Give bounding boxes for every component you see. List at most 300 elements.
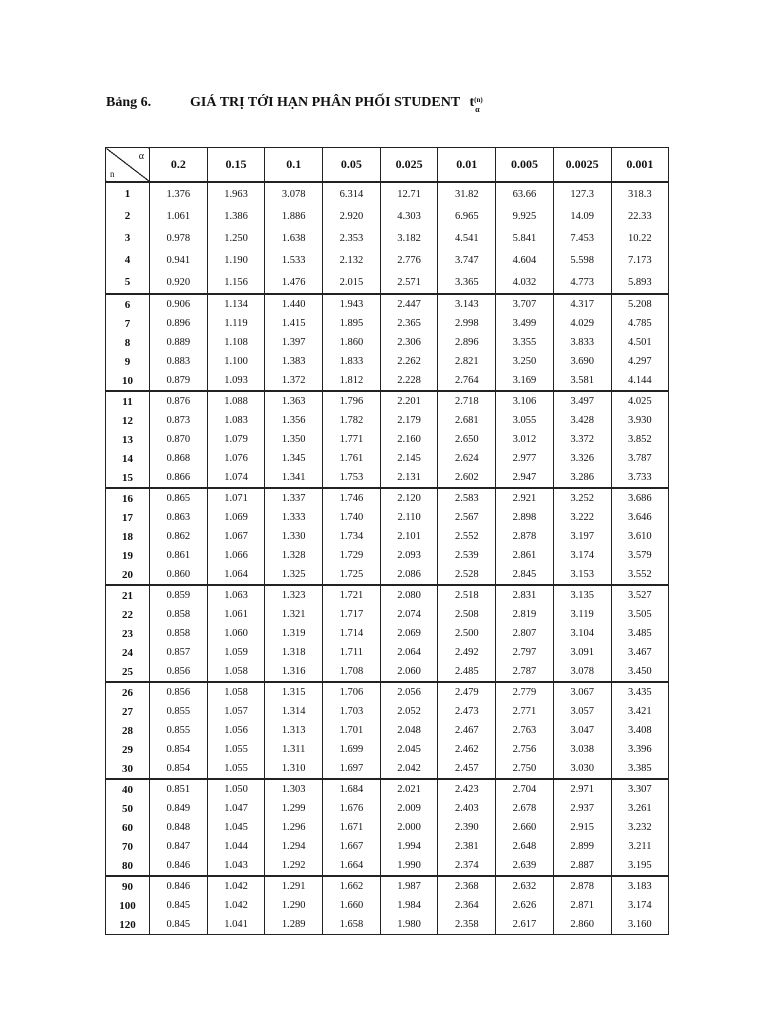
critical-value-cell: 1.415 (265, 314, 323, 333)
critical-value-cell: 3.091 (553, 643, 611, 662)
critical-value-cell: 3.579 (611, 546, 669, 565)
critical-value-cell: 1.299 (265, 799, 323, 818)
degrees-of-freedom-cell: 11 (106, 391, 150, 411)
critical-value-cell: 1.156 (207, 271, 265, 294)
critical-value-cell: 0.856 (150, 662, 208, 682)
critical-value-cell: 2.306 (380, 333, 438, 352)
critical-value-cell: 2.831 (496, 585, 554, 605)
critical-value-cell: 3.610 (611, 527, 669, 546)
critical-value-cell: 4.032 (496, 271, 554, 294)
critical-value-cell: 1.057 (207, 702, 265, 721)
critical-value-cell: 3.169 (496, 371, 554, 391)
table-row (106, 182, 669, 205)
table-row (106, 391, 669, 411)
table-row (106, 643, 669, 662)
table-row (106, 876, 669, 896)
critical-value-cell: 3.733 (611, 468, 669, 488)
critical-value-cell: 1.943 (323, 294, 381, 314)
degrees-of-freedom-cell: 29 (106, 740, 150, 759)
critical-value-cell: 1.058 (207, 662, 265, 682)
critical-value-cell: 3.222 (553, 508, 611, 527)
critical-value-cell: 0.941 (150, 249, 208, 271)
critical-value-cell: 1.047 (207, 799, 265, 818)
critical-value-cell: 0.857 (150, 643, 208, 662)
critical-value-cell: 1.721 (323, 585, 381, 605)
degrees-of-freedom-cell: 14 (106, 449, 150, 468)
critical-value-cell: 2.052 (380, 702, 438, 721)
critical-value-cell: 2.771 (496, 702, 554, 721)
critical-value-cell: 1.292 (265, 856, 323, 876)
critical-value-cell: 63.66 (496, 182, 554, 205)
critical-value-cell: 2.632 (496, 876, 554, 896)
critical-value-cell: 1.376 (150, 182, 208, 205)
critical-value-cell: 9.925 (496, 205, 554, 227)
critical-value-cell: 0.865 (150, 488, 208, 508)
table-number: Bảng 6. (106, 95, 152, 110)
critical-value-cell: 1.729 (323, 546, 381, 565)
critical-value-cell: 2.861 (496, 546, 554, 565)
critical-value-cell: 2.473 (438, 702, 496, 721)
critical-value-cell: 4.029 (553, 314, 611, 333)
critical-value-cell: 1.356 (265, 411, 323, 430)
critical-value-cell: 2.639 (496, 856, 554, 876)
critical-value-cell: 2.364 (438, 896, 496, 915)
critical-value-cell: 0.856 (150, 682, 208, 702)
critical-value-cell: 2.648 (496, 837, 554, 856)
table-row (106, 605, 669, 624)
table-row (106, 759, 669, 779)
critical-value-cell: 2.365 (380, 314, 438, 333)
critical-value-cell: 2.500 (438, 624, 496, 643)
critical-value-cell: 0.848 (150, 818, 208, 837)
critical-value-cell: 5.208 (611, 294, 669, 314)
critical-value-cell: 1.066 (207, 546, 265, 565)
table-row (106, 449, 669, 468)
table-row (106, 799, 669, 818)
critical-value-cell: 2.860 (553, 915, 611, 935)
table-row (106, 856, 669, 876)
table-row (106, 818, 669, 837)
degrees-of-freedom-cell: 17 (106, 508, 150, 527)
critical-value-cell: 1.383 (265, 352, 323, 371)
degrees-of-freedom-cell: 15 (106, 468, 150, 488)
critical-value-cell: 3.408 (611, 721, 669, 740)
column-header: 0.01 (438, 148, 496, 183)
header-row (106, 148, 669, 183)
degrees-of-freedom-cell: 26 (106, 682, 150, 702)
critical-value-cell: 1.250 (207, 227, 265, 249)
critical-value-cell: 2.898 (496, 508, 554, 527)
critical-value-cell: 3.450 (611, 662, 669, 682)
degrees-of-freedom-cell: 19 (106, 546, 150, 565)
critical-value-cell: 1.296 (265, 818, 323, 837)
critical-value-cell: 2.353 (323, 227, 381, 249)
critical-value-cell: 1.662 (323, 876, 381, 896)
critical-value-cell: 2.787 (496, 662, 554, 682)
table-row (106, 837, 669, 856)
critical-value-cell: 2.479 (438, 682, 496, 702)
critical-value-cell: 1.667 (323, 837, 381, 856)
critical-value-cell: 3.135 (553, 585, 611, 605)
critical-value-cell: 1.886 (265, 205, 323, 227)
critical-value-cell: 0.920 (150, 271, 208, 294)
critical-value-cell: 3.355 (496, 333, 554, 352)
table-title-text: GIÁ TRỊ TỚI HẠN PHÂN PHỐI STUDENT (190, 95, 460, 110)
table-row (106, 249, 669, 271)
critical-value-cell: 1.056 (207, 721, 265, 740)
critical-value-cell: 2.878 (496, 527, 554, 546)
critical-value-cell: 3.485 (611, 624, 669, 643)
symbol-subscript: α (475, 105, 480, 114)
critical-value-cell: 1.050 (207, 779, 265, 799)
critical-value-cell: 1.533 (265, 249, 323, 271)
critical-value-cell: 0.866 (150, 468, 208, 488)
critical-value-cell: 3.581 (553, 371, 611, 391)
critical-value-cell: 3.852 (611, 430, 669, 449)
critical-value-cell: 0.845 (150, 896, 208, 915)
critical-value-cell: 1.994 (380, 837, 438, 856)
critical-value-cell: 0.889 (150, 333, 208, 352)
table-row (106, 314, 669, 333)
degrees-of-freedom-cell: 9 (106, 352, 150, 371)
critical-value-cell: 1.676 (323, 799, 381, 818)
critical-value-cell: 4.541 (438, 227, 496, 249)
critical-value-cell: 1.833 (323, 352, 381, 371)
critical-value-cell: 1.042 (207, 876, 265, 896)
degrees-of-freedom-cell: 16 (106, 488, 150, 508)
critical-value-cell: 2.262 (380, 352, 438, 371)
critical-value-cell: 1.290 (265, 896, 323, 915)
critical-value-cell: 2.678 (496, 799, 554, 818)
critical-value-cell: 1.980 (380, 915, 438, 935)
table-row (106, 488, 669, 508)
critical-value-cell: 0.896 (150, 314, 208, 333)
critical-value-cell: 3.326 (553, 449, 611, 468)
critical-value-cell: 2.624 (438, 449, 496, 468)
critical-value-cell: 0.860 (150, 565, 208, 585)
critical-value-cell: 1.134 (207, 294, 265, 314)
critical-value-cell: 2.492 (438, 643, 496, 662)
critical-value-cell: 1.386 (207, 205, 265, 227)
column-header: 0.0025 (553, 148, 611, 183)
critical-value-cell: 4.501 (611, 333, 669, 352)
critical-value-cell: 1.664 (323, 856, 381, 876)
critical-value-cell: 0.855 (150, 702, 208, 721)
critical-value-cell: 1.684 (323, 779, 381, 799)
critical-value-cell: 2.145 (380, 449, 438, 468)
table-row (106, 702, 669, 721)
critical-value-cell: 1.963 (207, 182, 265, 205)
critical-value-cell: 0.845 (150, 915, 208, 935)
critical-value-cell: 2.101 (380, 527, 438, 546)
critical-value-cell: 3.686 (611, 488, 669, 508)
critical-value-cell: 1.725 (323, 565, 381, 585)
critical-value-cell: 2.423 (438, 779, 496, 799)
critical-value-cell: 0.879 (150, 371, 208, 391)
critical-value-cell: 2.074 (380, 605, 438, 624)
critical-value-cell: 2.845 (496, 565, 554, 585)
table-row (106, 227, 669, 249)
critical-value-cell: 1.476 (265, 271, 323, 294)
critical-value-cell: 1.055 (207, 759, 265, 779)
critical-value-cell: 2.048 (380, 721, 438, 740)
column-header: 0.025 (380, 148, 438, 183)
critical-value-cell: 1.061 (150, 205, 208, 227)
critical-value-cell: 4.025 (611, 391, 669, 411)
critical-value-cell: 6.314 (323, 182, 381, 205)
critical-value-cell: 1.071 (207, 488, 265, 508)
degrees-of-freedom-cell: 8 (106, 333, 150, 352)
critical-value-cell: 1.699 (323, 740, 381, 759)
column-header: 0.2 (150, 148, 208, 183)
critical-value-cell: 0.858 (150, 624, 208, 643)
critical-value-cell: 1.706 (323, 682, 381, 702)
critical-value-cell: 3.038 (553, 740, 611, 759)
critical-value-cell: 0.854 (150, 759, 208, 779)
degrees-of-freedom-cell: 18 (106, 527, 150, 546)
critical-value-cell: 2.626 (496, 896, 554, 915)
critical-value-cell: 2.660 (496, 818, 554, 837)
critical-value-cell: 1.303 (265, 779, 323, 799)
degrees-of-freedom-cell: 60 (106, 818, 150, 837)
table-row (106, 740, 669, 759)
critical-value-cell: 1.711 (323, 643, 381, 662)
degrees-of-freedom-cell: 6 (106, 294, 150, 314)
critical-value-cell: 2.750 (496, 759, 554, 779)
critical-value-cell: 1.734 (323, 527, 381, 546)
critical-value-cell: 2.977 (496, 449, 554, 468)
critical-value-cell: 14.09 (553, 205, 611, 227)
critical-value-cell: 3.160 (611, 915, 669, 935)
critical-value-cell: 1.321 (265, 605, 323, 624)
critical-value-cell: 0.849 (150, 799, 208, 818)
critical-value-cell: 2.552 (438, 527, 496, 546)
critical-value-cell: 1.074 (207, 468, 265, 488)
critical-value-cell: 2.871 (553, 896, 611, 915)
table-row (106, 779, 669, 799)
table-heading (106, 93, 666, 121)
critical-value-cell: 127.3 (553, 182, 611, 205)
critical-value-cell: 0.854 (150, 740, 208, 759)
critical-value-cell: 3.232 (611, 818, 669, 837)
critical-value-cell: 1.294 (265, 837, 323, 856)
critical-value-cell: 0.851 (150, 779, 208, 799)
table-title (190, 93, 484, 113)
critical-value-cell: 0.859 (150, 585, 208, 605)
critical-value-cell: 2.896 (438, 333, 496, 352)
critical-value-cell: 3.143 (438, 294, 496, 314)
critical-value-cell: 1.064 (207, 565, 265, 585)
critical-value-cell: 1.315 (265, 682, 323, 702)
table-row (106, 468, 669, 488)
table-row (106, 896, 669, 915)
degrees-of-freedom-cell: 5 (106, 271, 150, 294)
critical-value-cell: 4.773 (553, 271, 611, 294)
critical-value-cell: 3.078 (553, 662, 611, 682)
critical-value-cell: 2.368 (438, 876, 496, 896)
critical-value-cell: 2.080 (380, 585, 438, 605)
critical-value-cell: 3.505 (611, 605, 669, 624)
critical-value-cell: 10.22 (611, 227, 669, 249)
critical-value-cell: 1.671 (323, 818, 381, 837)
critical-value-cell: 1.337 (265, 488, 323, 508)
table-row (106, 411, 669, 430)
critical-value-cell: 1.043 (207, 856, 265, 876)
critical-value-cell: 3.552 (611, 565, 669, 585)
critical-value-cell: 2.021 (380, 779, 438, 799)
critical-value-cell: 1.990 (380, 856, 438, 876)
critical-value-cell: 2.457 (438, 759, 496, 779)
critical-value-cell: 3.104 (553, 624, 611, 643)
table-row (106, 333, 669, 352)
critical-value-cell: 1.987 (380, 876, 438, 896)
critical-value-cell: 3.047 (553, 721, 611, 740)
critical-value-cell: 3.497 (553, 391, 611, 411)
critical-value-cell: 1.333 (265, 508, 323, 527)
critical-value-cell: 2.947 (496, 468, 554, 488)
critical-value-cell: 1.753 (323, 468, 381, 488)
critical-value-cell: 3.930 (611, 411, 669, 430)
critical-value-cell: 1.076 (207, 449, 265, 468)
critical-value-cell: 1.083 (207, 411, 265, 430)
table-row (106, 508, 669, 527)
critical-value-cell: 2.821 (438, 352, 496, 371)
critical-value-cell: 2.485 (438, 662, 496, 682)
table-row (106, 585, 669, 605)
critical-value-cell: 1.701 (323, 721, 381, 740)
critical-value-cell: 1.041 (207, 915, 265, 935)
critical-value-cell: 1.310 (265, 759, 323, 779)
critical-value-cell: 1.330 (265, 527, 323, 546)
critical-value-cell: 1.190 (207, 249, 265, 271)
critical-value-cell: 1.055 (207, 740, 265, 759)
critical-value-cell: 1.740 (323, 508, 381, 527)
critical-value-cell: 2.915 (553, 818, 611, 837)
critical-value-cell: 5.841 (496, 227, 554, 249)
critical-value-cell: 3.527 (611, 585, 669, 605)
critical-value-cell: 1.984 (380, 896, 438, 915)
critical-value-cell: 3.385 (611, 759, 669, 779)
critical-value-cell: 2.093 (380, 546, 438, 565)
critical-value-cell: 2.718 (438, 391, 496, 411)
critical-value-cell: 1.658 (323, 915, 381, 935)
table-row (106, 352, 669, 371)
critical-value-cell: 1.714 (323, 624, 381, 643)
critical-value-cell: 1.100 (207, 352, 265, 371)
critical-value-cell: 1.761 (323, 449, 381, 468)
critical-value-cell: 1.058 (207, 682, 265, 702)
critical-value-cell: 2.374 (438, 856, 496, 876)
critical-value-cell: 1.318 (265, 643, 323, 662)
critical-value-cell: 1.063 (207, 585, 265, 605)
critical-value-cell: 2.381 (438, 837, 496, 856)
critical-value-cell: 2.887 (553, 856, 611, 876)
critical-value-cell: 1.314 (265, 702, 323, 721)
critical-value-cell: 1.372 (265, 371, 323, 391)
critical-value-cell: 2.131 (380, 468, 438, 488)
critical-value-cell: 2.110 (380, 508, 438, 527)
critical-value-cell: 3.707 (496, 294, 554, 314)
symbol-t: t (469, 95, 475, 110)
critical-value-cell: 0.862 (150, 527, 208, 546)
critical-value-cell: 2.763 (496, 721, 554, 740)
critical-value-cell: 1.325 (265, 565, 323, 585)
critical-value-cell: 0.861 (150, 546, 208, 565)
degrees-of-freedom-cell: 80 (106, 856, 150, 876)
critical-value-cell: 2.602 (438, 468, 496, 488)
critical-value-cell: 0.846 (150, 876, 208, 896)
critical-value-cell: 3.252 (553, 488, 611, 508)
critical-value-cell: 2.009 (380, 799, 438, 818)
critical-value-cell: 1.440 (265, 294, 323, 314)
critical-value-cell: 2.000 (380, 818, 438, 837)
critical-value-cell: 2.617 (496, 915, 554, 935)
symbol-superscript: (n) (474, 96, 483, 104)
critical-value-cell: 2.819 (496, 605, 554, 624)
critical-value-cell: 1.069 (207, 508, 265, 527)
degrees-of-freedom-cell: 21 (106, 585, 150, 605)
critical-value-cell: 3.183 (611, 876, 669, 896)
critical-value-cell: 3.057 (553, 702, 611, 721)
table-row (106, 271, 669, 294)
critical-value-cell: 4.144 (611, 371, 669, 391)
degrees-of-freedom-cell: 25 (106, 662, 150, 682)
critical-value-cell: 1.093 (207, 371, 265, 391)
critical-value-cell: 3.106 (496, 391, 554, 411)
critical-value-cell: 1.108 (207, 333, 265, 352)
critical-value-cell: 12.71 (380, 182, 438, 205)
critical-value-cell: 0.870 (150, 430, 208, 449)
critical-value-cell: 1.088 (207, 391, 265, 411)
critical-value-cell: 3.435 (611, 682, 669, 702)
table-row (106, 294, 669, 314)
degrees-of-freedom-cell: 1 (106, 182, 150, 205)
critical-value-cell: 2.779 (496, 682, 554, 702)
critical-value-cell: 1.717 (323, 605, 381, 624)
critical-value-cell: 5.893 (611, 271, 669, 294)
critical-value-cell: 3.646 (611, 508, 669, 527)
critical-value-cell: 3.182 (380, 227, 438, 249)
column-header: 0.001 (611, 148, 669, 183)
critical-value-cell: 0.978 (150, 227, 208, 249)
critical-value-cell: 2.086 (380, 565, 438, 585)
critical-value-cell: 3.250 (496, 352, 554, 371)
critical-value-cell: 5.598 (553, 249, 611, 271)
table-row (106, 527, 669, 546)
column-header: 0.05 (323, 148, 381, 183)
corner-cell (106, 148, 150, 183)
critical-value-cell: 3.467 (611, 643, 669, 662)
critical-value-cell: 2.403 (438, 799, 496, 818)
critical-value-cell: 3.211 (611, 837, 669, 856)
critical-value-cell: 1.703 (323, 702, 381, 721)
critical-value-cell: 2.069 (380, 624, 438, 643)
critical-value-cell: 1.860 (323, 333, 381, 352)
degrees-of-freedom-cell: 70 (106, 837, 150, 856)
critical-value-cell: 3.365 (438, 271, 496, 294)
critical-value-cell: 1.119 (207, 314, 265, 333)
critical-value-cell: 2.571 (380, 271, 438, 294)
critical-value-cell: 3.372 (553, 430, 611, 449)
critical-value-cell: 1.079 (207, 430, 265, 449)
critical-value-cell: 3.261 (611, 799, 669, 818)
critical-value-cell: 4.317 (553, 294, 611, 314)
critical-value-cell: 1.313 (265, 721, 323, 740)
critical-value-cell: 3.119 (553, 605, 611, 624)
critical-value-cell: 1.350 (265, 430, 323, 449)
critical-value-cell: 3.747 (438, 249, 496, 271)
table-row (106, 915, 669, 935)
